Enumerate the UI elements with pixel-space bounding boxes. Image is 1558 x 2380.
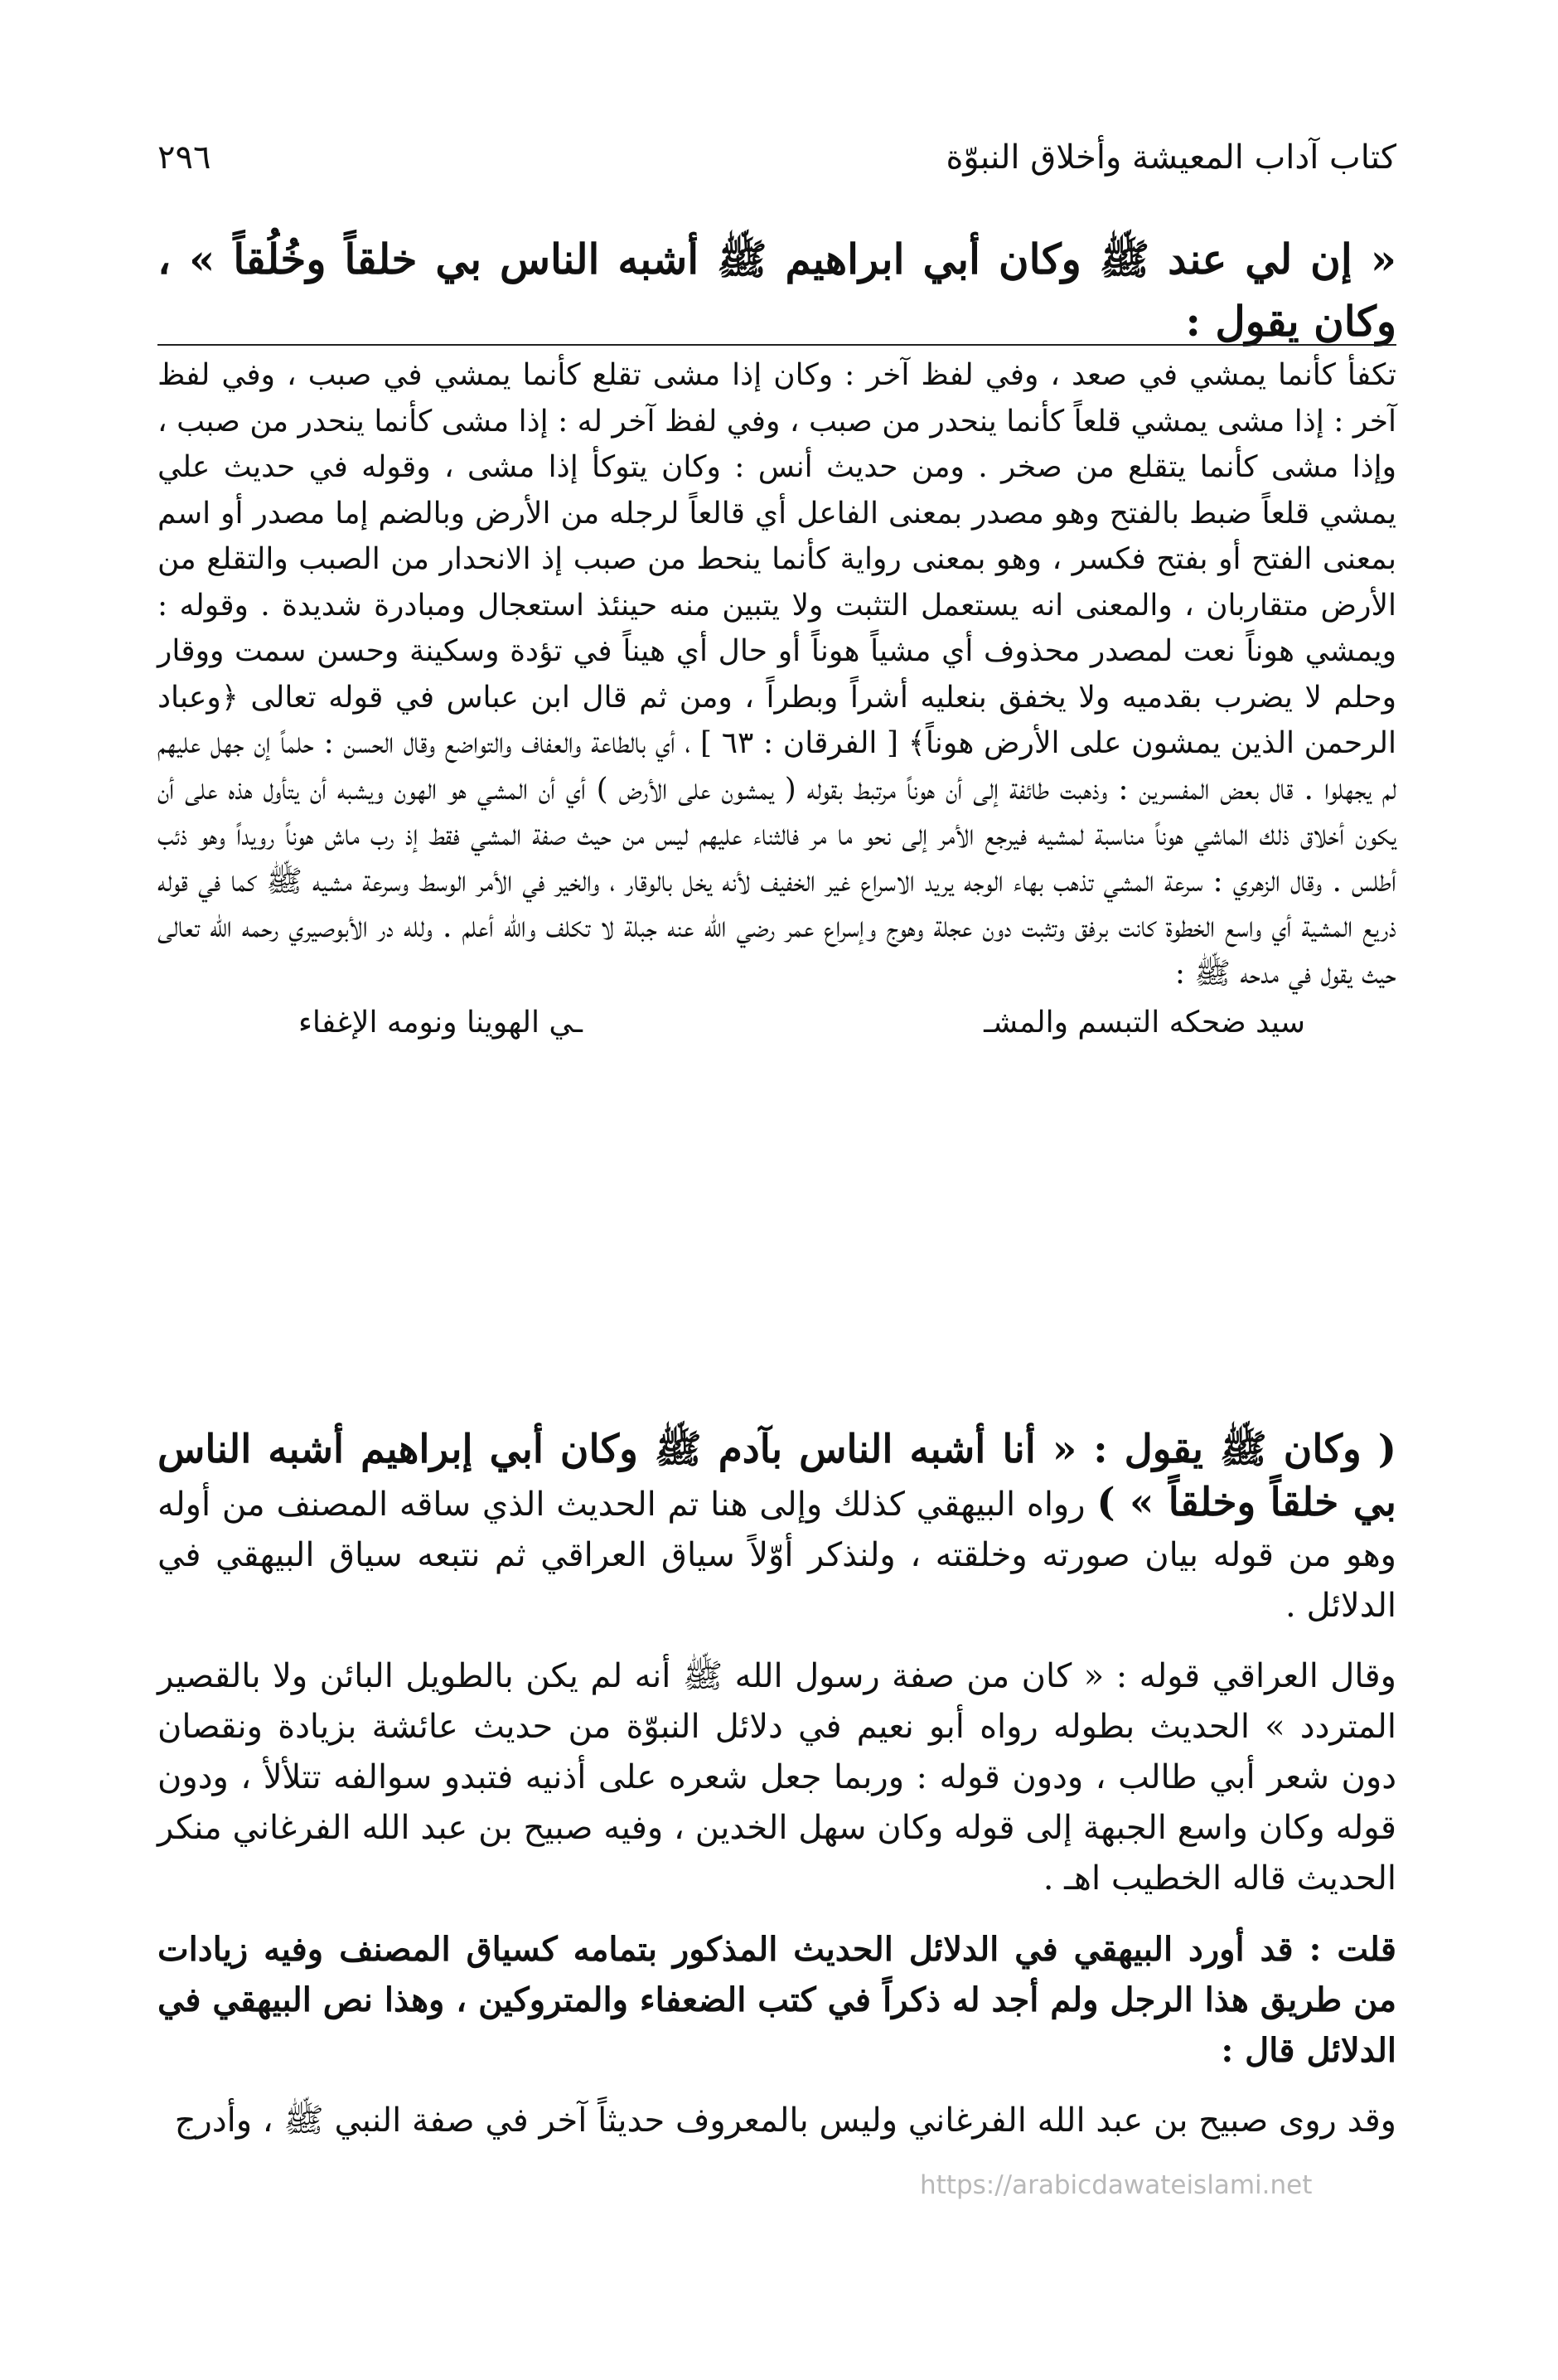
lead-paragraph-text: رواه البيهقي كذلك وإلى هنا تم الحديث الذي ساقه المصنف من أوله وهو من قوله بيان صورته وخلقته ، ولنذكر أوّلاً سياق العراقي ثم نتبعه سياق البيهقي في الدلائل . (157, 1486, 1396, 1625)
lead-paragraph (157, 1424, 1396, 1631)
verse-second-hemistich: ـي الهوينا ونومه الإغفاء (298, 1006, 583, 1040)
running-header (157, 124, 1396, 191)
qultu-label: قلت : (1309, 1930, 1396, 1969)
book-title: كتاب آداب المعيشة وأخلاق النبوّة (946, 138, 1396, 177)
footnote-divider (157, 344, 1396, 346)
iraqi-paragraph: وقال العراقي قوله : « كان من صفة رسول الله ﷺ أنه لم يكن بالطويل البائن ولا بالقصير المتردد » الحديث بطوله رواه أبو نعيم في دلائل النبوّة من حديث عائشة بزيادة ونقصان دون شعر أبي طالب ، ودون قوله : وربما جعل شعره على أذنيه فتبدو سوالفه تتلألأ ، ودون قوله وكان واسع الجبهة إلى قوله وكان سهل الخدين ، وفيه صبيح بن عبد الله الفرغاني منكر الحديث قاله الخطيب اهـ . (157, 1657, 1397, 1898)
commentary-block (157, 352, 1396, 1046)
page-number: ٢٩٦ (157, 138, 211, 177)
lead-hadith-quote: ( وكان ﷺ يقول : « أنا أشبه الناس بآدم ﷺ وكان أبي إبراهيم أشبه الناس بي خلقاً وخلقاً » ) (157, 1427, 1397, 1525)
commentary-paragraph: تكفأ كأنما يمشي في صعد ، وفي لفظ آخر : وكان إذا مشى تقلع كأنما يمشي في صبب ، وفي لفظ آخر : إذا مشى يمشي قلعاً كأنما ينحدر من صبب ، وفي لفظ آخر له : إذا مشى كأنما ينحدر من صبب ، وإذا مشى كأنما يتقلع من صخر . ومن حديث أنس : وكان يتوكأ إذا مشى ، وقوله في حديث علي يمشي قلعاً ضبط بالفتح وهو مصدر بمعنى الفاعل أي قالعاً لرجله من الأرض وبالضم إما مصدر أو اسم بمعنى الفتح أو بفتح فكسر ، وهو بمعنى رواية كأنما ينحط من صبب إذ الانحدار من الصبب والتقلع من الأرض متقاربان ، والمعنى انه يستعمل التثبت ولا يتبين منه حينئذ استعجال ومبادرة شديدة . وقوله : ويمشي هوناً نعت لمصدر محذوف أي مشياً هوناً أو حال أي هيناً في تؤدة وسكينة وحسن سمت ووقار وحلم لا يضرب بقدميه ولا يخفق بنعليه أشراً وبطراً ، ومن ثم قال ابن عباس في قوله تعالى ﴿وعباد الرحمن الذين يمشون على الأرض هوناً﴾ [ الفرقان : ٦٣ ] ، أي بالطاعة والعفاف والتواضع وقال الحسن : حلماً إن جهل عليهم لم يجهلوا . قال بعض المفسرين : وذهبت طائفة إلى أن هوناً مرتبط بقوله ( يمشون على الأرض ) أي أن المشي هو الهون ويشبه أن يتأول هذه على أن يكون أخلاق ذلك الماشي هوناً مناسبة لمشيه فيرجع الأمر إلى نحو ما مر فالثناء عليهم ليس من حيث صفة المشي فقط إذ رب ماش هوناً رويداً وهو ذئب أطلس . وقال الزهري : سرعة المشي تذهب بهاء الوجه يريد الاسراع غير الخفيف لأنه يخل بالوقار ، والخير في الأمر الوسط وسرعة مشيه ﷺ كما في قوله ذريع المشية أي واسع الخطوة كانت برفق وتثبت دون عجلة وهوج وإسراع عمر رضي الله عنه جبلة لا تكلف والله أعلم . ولله در الأبوصيري رحمه الله تعالى حيث يقول في مدحه ﷺ : (157, 358, 1397, 991)
poetry-verse (157, 1000, 1396, 1046)
hadith-quote-top: « إن لي عند ﷺ وكان أبي ابراهيم ﷺ أشبه الناس بي خلقاً وخُلُقاً » ، وكان يقول : (157, 235, 1396, 346)
verse-first-hemistich: سيد ضحكه التبسم والمشـ (984, 1006, 1305, 1040)
qultu-paragraph (157, 1924, 1396, 2076)
final-paragraph: وقد روى صبيح بن عبد الله الفرغاني وليس بالمعروف حديثاً آخر في صفة النبي ﷺ ، وأدرج (174, 2101, 1396, 2140)
qultu-text: قد أورد البيهقي في الدلائل الحديث المذكور بتمامه كسياق المصنف وفيه زيادات من طريق هذا الرجل ولم أجد له ذكراً في كتب الضعفاء والمتروكين ، وهذا نص البيهقي في الدلائل قال : (157, 1930, 1396, 2070)
watermark-url: https://arabicdawateislami.net (920, 2170, 1313, 2200)
main-text (157, 1424, 1396, 2166)
